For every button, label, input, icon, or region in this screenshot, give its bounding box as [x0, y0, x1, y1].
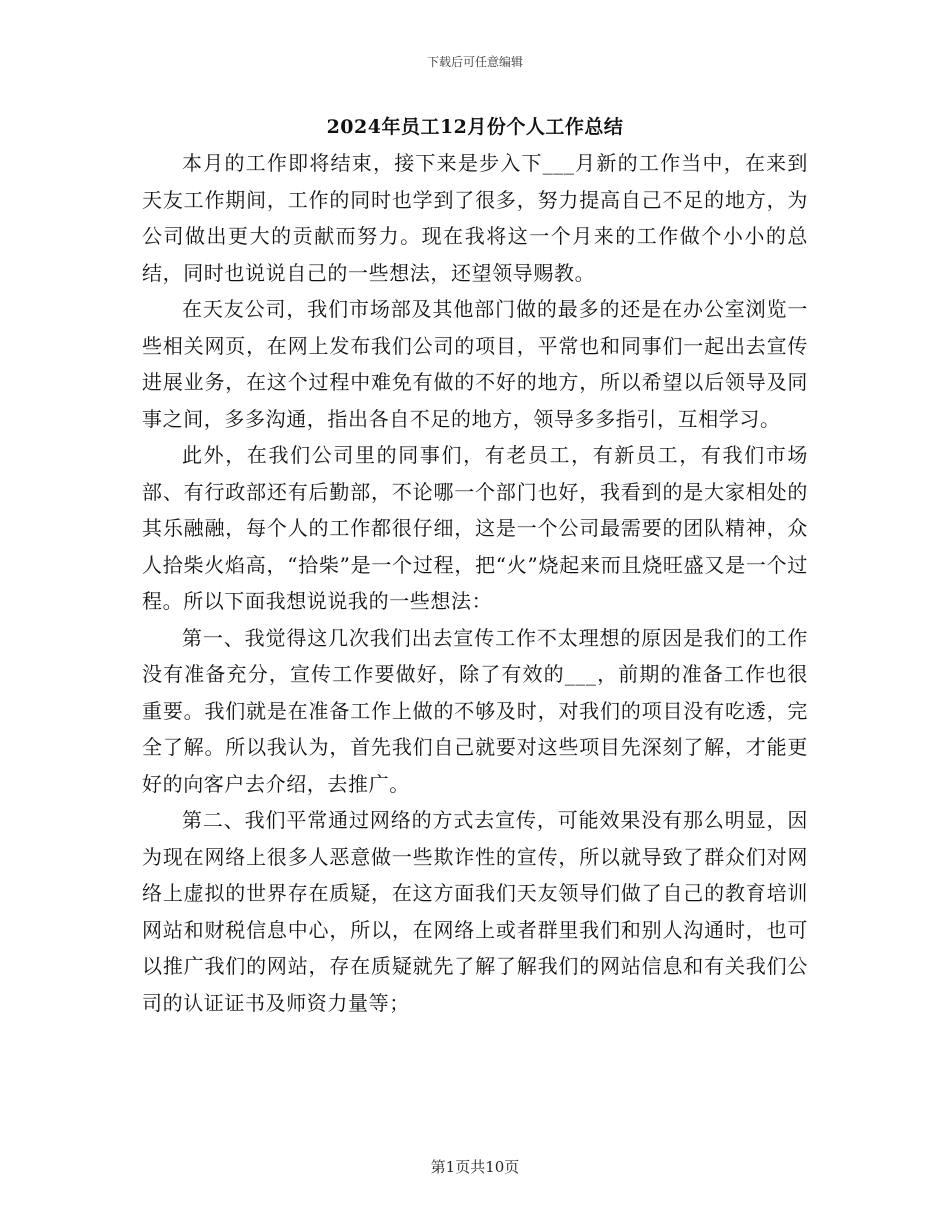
paragraph-4: 第一、我觉得这几次我们出去宣传工作不太理想的原因是我们的工作没有准备充分，宣传工作要做好，除了有效的___，前期的准备工作也很重要。我们就是在准备工作上做的不够及时，对我们的项目没有吃透，完全了解。所以我认为，首先我们自己就要对这些项目先深刻了解，才能更好的向客户去介绍，去推广。	[142, 625, 808, 796]
paragraph-2: 在天友公司，我们市场部及其他部门做的最多的还是在办公室浏览一些相关网页，在网上发布我们公司的项目，平常也和同事们一起出去宣传进展业务，在这个过程中难免有做的不好的地方，所以希望以后领导及同事之间，多多沟通，指出各自不足的地方，领导多多指引，互相学习。	[142, 297, 808, 431]
paragraph-1: 本月的工作即将结束，接下来是步入下___月新的工作当中，在来到天友工作期间，工作的同时也学到了很多，努力提高自己不足的地方，为公司做出更大的贡献而努力。现在我将这一个月来的工作做个小小的总结，同时也说说自己的一些想法，还望领导赐教。	[142, 151, 808, 285]
header-note: 下载后可任意编辑	[426, 55, 523, 69]
document-body	[142, 145, 808, 1021]
paragraph-5: 第二、我们平常通过网络的方式去宣传，可能效果没有那么明显，因为现在网络上很多人恶意做一些欺诈性的宣传，所以就导致了群众们对网络上虚拟的世界存在质疑，在这方面我们天友领导们做了自己的教育培训网站和财税信息中心，所以，在网络上或者群里我们和别人沟通时，也可以推广我们的网站，存在质疑就先了解了解我们的网站信息和有关我们公司的认证证书及师资力量等；	[142, 808, 808, 1015]
page-footer: 第1页共10页	[430, 1158, 520, 1176]
paragraph-3: 此外，在我们公司里的同事们，有老员工，有新员工，有我们市场部、有行政部还有后勤部，不论哪一个部门也好，我看到的是大家相处的其乐融融，每个人的工作都很仔细，这是一个公司最需要的团队精神，众人拾柴火焰高，“拾柴”是一个过程，把“火”烧起来而且烧旺盛又是一个过程。所以下面我想说说我的一些想法：	[142, 443, 808, 613]
document-title: 2024年员工12月份个人工作总结	[326, 116, 624, 138]
